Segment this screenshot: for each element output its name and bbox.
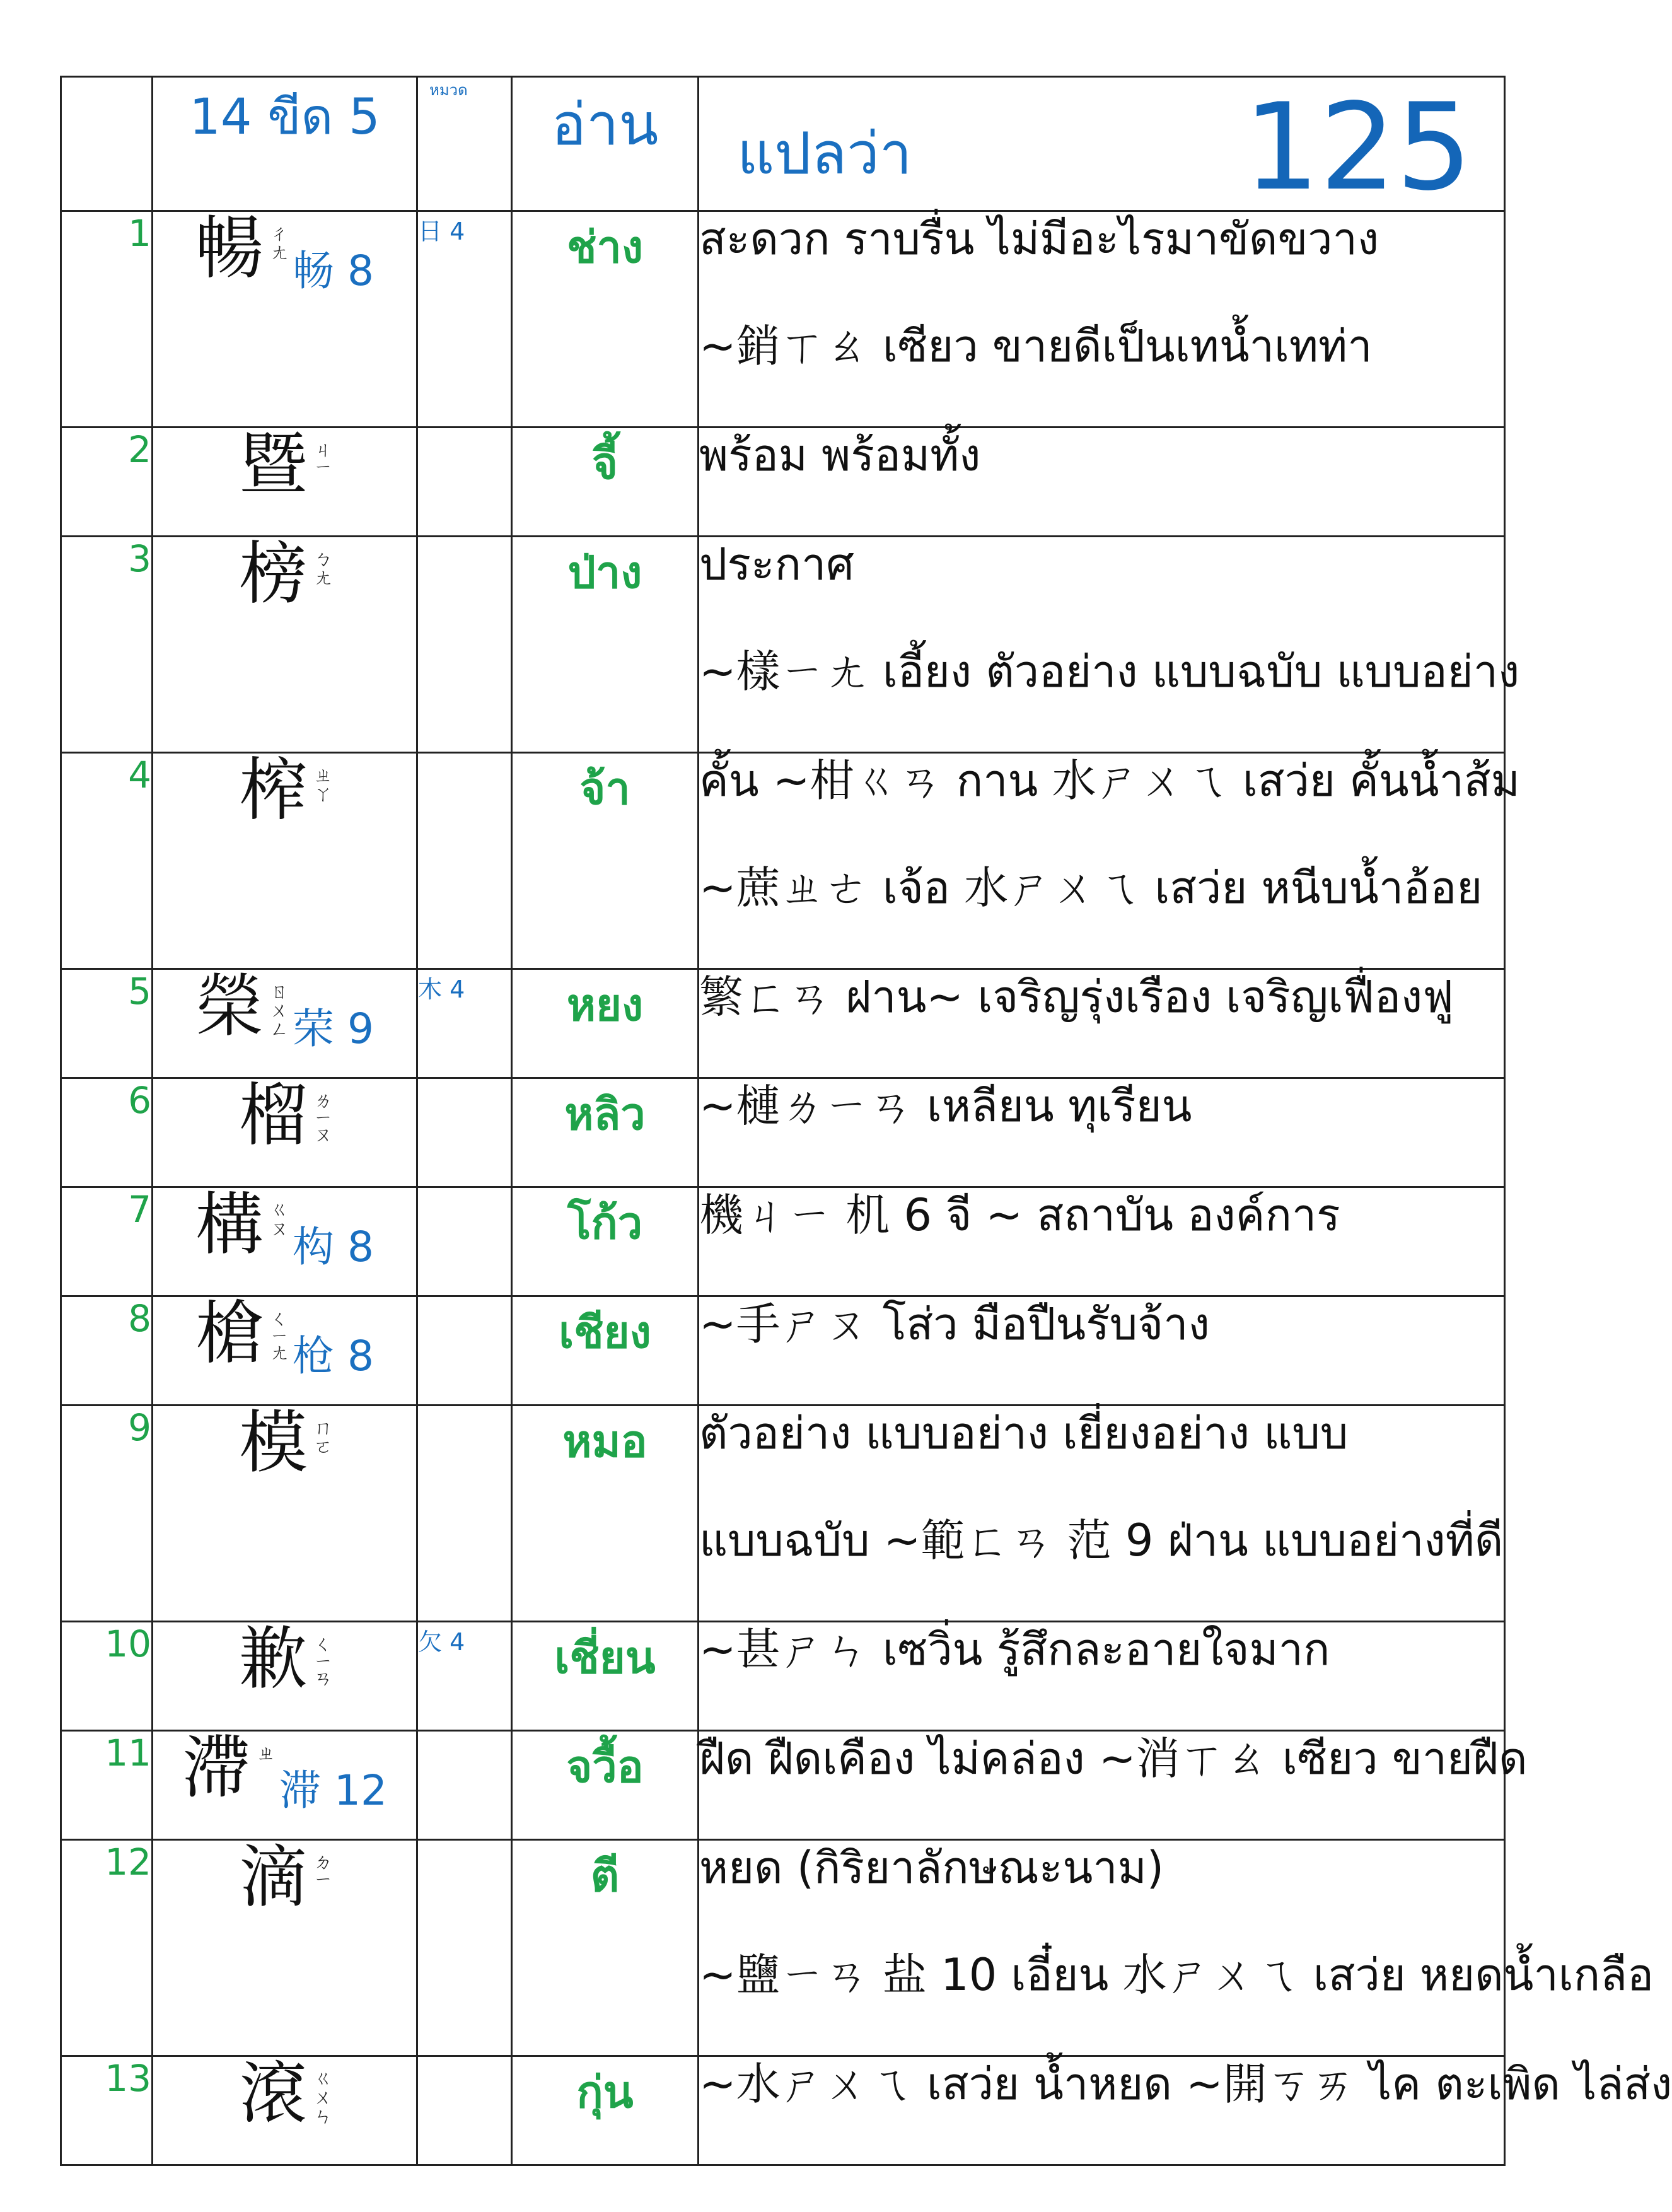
page-number: 125	[1243, 78, 1472, 217]
meaning-cell	[699, 969, 1505, 1078]
meaning-line: ~水ㄕㄨㄟ เสว่ย น้ำหยด ~開ㄎㄞ ไค ตะเพิด ไล่ส่ง	[699, 2058, 1672, 2110]
table-row	[61, 2056, 1505, 2165]
thai-reading: หมอ	[512, 1406, 699, 1622]
character-group	[153, 1185, 416, 1273]
thai-reading: ช่าง	[512, 211, 699, 428]
zhuyin-annotation: ㄓㄚ	[310, 765, 332, 803]
thai-reading: เชียง	[512, 1296, 699, 1406]
header-number-cell	[61, 77, 153, 211]
character-cell	[153, 428, 417, 537]
row-number: 11	[61, 1731, 153, 1840]
table-row	[61, 753, 1505, 969]
character-group	[153, 751, 416, 830]
row-number: 12	[61, 1840, 153, 2056]
meaning-cell	[699, 1187, 1505, 1296]
zhuyin-annotation: ㄌㄧㄡ	[310, 1090, 332, 1143]
row-number: 1	[61, 211, 153, 428]
simplified-character: 滞 12	[279, 1766, 387, 1815]
zhuyin-annotation: ㄓ	[253, 1743, 276, 1762]
character-group	[153, 967, 416, 1055]
radical-category	[417, 537, 512, 753]
table-row	[61, 1078, 1505, 1187]
meaning-line: แบบฉบับ ~範ㄈㄢ 范 9 ฝ่าน แบบอย่างที่ดี	[699, 1515, 1504, 1566]
character-group	[153, 428, 416, 503]
character-group	[153, 2054, 416, 2133]
character-group	[153, 1622, 416, 1697]
thai-reading: โก้ว	[512, 1187, 699, 1296]
meaning-cell	[699, 1078, 1505, 1187]
traditional-character: 榜	[239, 535, 308, 614]
meaning-line: 繁ㄈㄢ ฝาน~ เจริญรุ่งเรือง เจริญเฟื่องฟู	[699, 971, 1454, 1023]
row-number: 4	[61, 753, 153, 969]
header-meaning-label: แปลว่า	[737, 120, 912, 187]
character-cell	[153, 1078, 417, 1187]
table-row	[61, 537, 1505, 753]
traditional-character: 槍	[195, 1295, 264, 1373]
meaning-line: ~槤ㄌㄧㄢ เหลียน ทุเรียน	[699, 1080, 1192, 1132]
simplified-character: 畅 8	[293, 247, 374, 295]
character-group	[153, 1729, 416, 1817]
character-group	[153, 1406, 416, 1481]
character-cell	[153, 537, 417, 753]
radical-category: 木 4	[417, 969, 512, 1078]
traditional-character: 構	[195, 1185, 264, 1264]
character-cell	[153, 211, 417, 428]
row-number: 6	[61, 1078, 153, 1187]
radical-category	[417, 2056, 512, 2165]
row-number: 9	[61, 1406, 153, 1622]
meaning-line: ประกาศ	[699, 538, 854, 590]
radical-category	[417, 1840, 512, 2056]
thai-reading: หยง	[512, 969, 699, 1078]
simplified-character: 构 8	[293, 1223, 374, 1271]
radical-category	[417, 1296, 512, 1406]
simplified-character: 荣 9	[293, 1004, 374, 1053]
zhuyin-annotation: ㄅㄤ	[310, 549, 332, 586]
radical-category: 欠 4	[417, 1622, 512, 1731]
zhuyin-annotation: ㄉㄧ	[310, 1852, 332, 1886]
radical-category	[417, 1078, 512, 1187]
row-number: 8	[61, 1296, 153, 1406]
traditional-character: 暢	[195, 209, 264, 288]
thai-reading: หลิว	[512, 1078, 699, 1187]
traditional-character: 榴	[239, 1076, 308, 1155]
radical-category	[417, 428, 512, 537]
row-number: 10	[61, 1622, 153, 1731]
traditional-character: 滾	[239, 2054, 308, 2133]
character-group	[153, 537, 416, 612]
zhuyin-annotation: ㄔㄤ	[266, 223, 289, 261]
header-meaning-cell	[699, 77, 1505, 217]
character-cell	[153, 1840, 417, 2056]
meaning-line: ~鹽ㄧㄢ 盐 10 เอี๋ยน 水ㄕㄨㄟ เสว่ย หยดน้ำเกลือ	[699, 1949, 1654, 2001]
meaning-line: คั้น ~柑ㄍㄢ กาน 水ㄕㄨㄟ เสว่ย คั้นน้ำส้ม	[699, 755, 1520, 806]
thai-reading: จ้า	[512, 753, 699, 969]
character-cell	[153, 1296, 417, 1406]
character-cell	[153, 1731, 417, 1840]
table-body	[61, 209, 1672, 2165]
table-row	[61, 428, 1505, 537]
meaning-line: พร้อม พร้อมทั้ง	[699, 429, 981, 481]
table-row	[61, 1840, 1505, 2056]
traditional-character: 暨	[239, 426, 308, 504]
meaning-cell	[699, 1406, 1505, 1622]
traditional-character: 榮	[195, 967, 264, 1046]
traditional-character: 模	[239, 1404, 308, 1482]
meaning-cell	[699, 1731, 1528, 1840]
table-row	[61, 1296, 1505, 1406]
radical-category	[417, 1187, 512, 1296]
row-number: 3	[61, 537, 153, 753]
meaning-line: หยด (กิริยาลักษณะนาม)	[699, 1842, 1164, 1894]
header-stroke-label: 14 ขีด 5	[153, 77, 417, 211]
character-cell	[153, 969, 417, 1078]
simplified-character: 枪 8	[293, 1332, 374, 1380]
header-row	[61, 77, 1505, 211]
zhuyin-annotation: ㄐㄧ	[310, 439, 332, 474]
character-cell	[153, 1187, 417, 1296]
table-row	[61, 1731, 1505, 1840]
traditional-character: 歉	[239, 1620, 308, 1699]
header-reading-label: อ่าน	[512, 77, 699, 211]
zhuyin-annotation: ㄍㄨㄣ	[310, 2068, 332, 2125]
thai-reading: จวื้อ	[512, 1731, 699, 1840]
radical-category	[417, 1731, 512, 1840]
traditional-character: 榨	[239, 751, 308, 830]
row-number: 13	[61, 2056, 153, 2165]
meaning-line: ตัวอย่าง แบบอย่าง เยี่ยงอย่าง แบบ	[699, 1407, 1349, 1459]
table-row	[61, 211, 1505, 428]
header-category-label: หมวด	[417, 77, 512, 211]
vocabulary-table	[60, 76, 1672, 2166]
zhuyin-annotation: ㄑㄧㄤ	[266, 1308, 289, 1361]
radical-category: 日 4	[417, 211, 512, 428]
meaning-cell	[699, 2056, 1672, 2165]
zhuyin-annotation: ㄍㄡ	[266, 1199, 289, 1237]
thai-reading: ป่าง	[512, 537, 699, 753]
thai-reading: เชี่ยน	[512, 1622, 699, 1731]
table-row	[61, 1622, 1505, 1731]
thai-reading: กุ่น	[512, 2056, 699, 2165]
meaning-line: ~甚ㄕㄣ เซวิ่น รู้สึกละอายใจมาก	[699, 1624, 1330, 1675]
meaning-line: ~樣ㄧㄤ เอี้ยง ตัวอย่าง แบบฉบับ แบบอย่าง	[699, 646, 1520, 697]
traditional-character: 滴	[239, 1838, 308, 1917]
meaning-line: ฝืด ฝืดเคือง ไม่คล่อง ~消ㄒㄠ เซียว ขายฝืด	[699, 1733, 1528, 1784]
row-number: 2	[61, 428, 153, 537]
zhuyin-annotation: ㄇㄛ	[310, 1417, 332, 1455]
character-group	[153, 1297, 416, 1382]
character-group	[153, 1838, 416, 1917]
character-cell	[153, 753, 417, 969]
character-cell	[153, 1406, 417, 1622]
meaning-cell	[699, 211, 1505, 428]
thai-reading: ตี	[512, 1840, 699, 2056]
character-cell	[153, 2056, 417, 2165]
traditional-character: 滯	[182, 1729, 251, 1808]
meaning-line: 機ㄐㄧ 机 6 จี ~ สถาบัน องค์การ	[699, 1189, 1340, 1241]
radical-category	[417, 1406, 512, 1622]
meaning-cell	[699, 753, 1520, 969]
table-row	[61, 1187, 1505, 1296]
meaning-line: ~銷ㄒㄠ เซียว ขายดีเป็นเทน้ำเทท่า	[699, 320, 1373, 372]
meaning-cell	[699, 1840, 1654, 2056]
meaning-cell	[699, 537, 1520, 753]
thai-reading: จี้	[512, 428, 699, 537]
meaning-cell	[699, 1296, 1505, 1406]
table-row	[61, 1406, 1505, 1622]
zhuyin-annotation: ㄑㄧㄢ	[310, 1634, 332, 1687]
meaning-cell	[699, 428, 1505, 537]
table-row	[61, 969, 1505, 1078]
character-group	[153, 1076, 416, 1155]
meaning-line: ~蔗ㄓㄜ เจ้อ 水ㄕㄨㄟ เสว่ย หนีบน้ำอ้อย	[699, 862, 1483, 914]
radical-category	[417, 753, 512, 969]
meaning-line: สะดวก ราบรื่น ไม่มีอะไรมาขัดขวาง	[699, 213, 1379, 265]
character-group	[153, 209, 416, 297]
meaning-line: ~手ㄕㄡ โส่ว มือปืนรับจ้าง	[699, 1298, 1210, 1350]
meaning-cell	[699, 1622, 1505, 1731]
character-cell	[153, 1622, 417, 1731]
row-number: 7	[61, 1187, 153, 1296]
zhuyin-annotation: ㄖㄨㄥ	[266, 981, 289, 1038]
row-number: 5	[61, 969, 153, 1078]
